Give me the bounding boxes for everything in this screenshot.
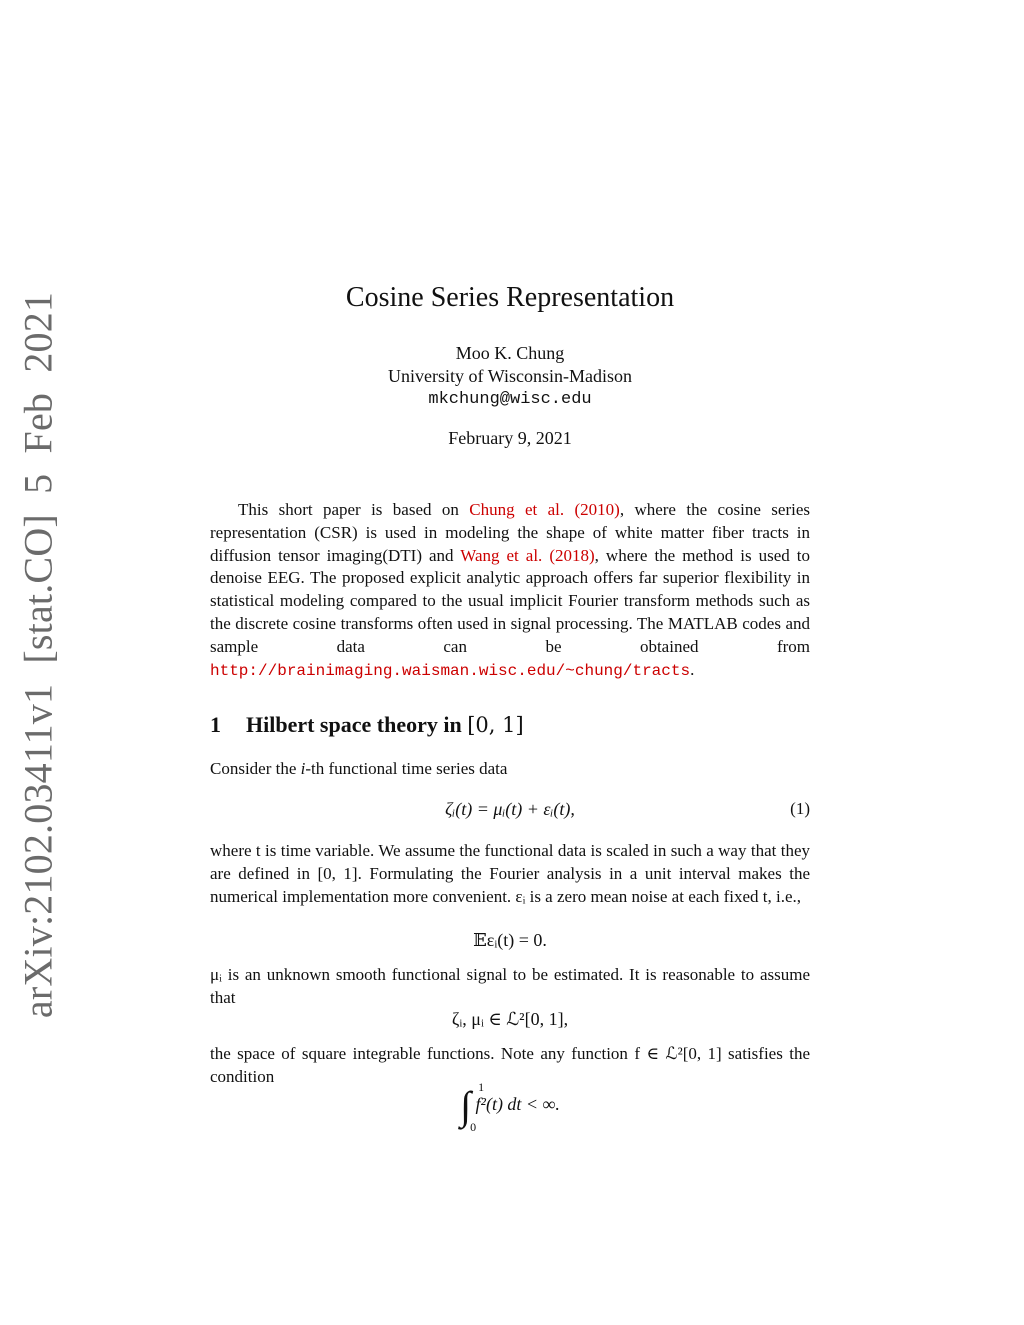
- paragraph-time-variable: where t is time variable. We assume the functional data is scaled in such a way that they are defined in [0, 1]. Formulating the Fourier analysis in a unit interval makes the numerical implementation more convenient. εᵢ is a zero mean noise at each fixed t, i.e.,: [210, 841, 810, 906]
- citation-chung-2010[interactable]: Chung et al. (2010): [469, 500, 620, 519]
- equation-integral: [210, 1080, 810, 1134]
- paper-title: Cosine Series Representation: [345, 282, 675, 313]
- author-block: [210, 342, 810, 411]
- integral-sign: ∫ 1 0: [460, 1080, 485, 1134]
- equation-1: [210, 799, 810, 820]
- author-name: Moo K. Chung: [455, 343, 565, 363]
- abstract-text-3: , where the method is used to denoise EEG. The proposed explicit analytic approach offers far superior flexibility in statistical modeling compared to the usual implicit Fourier transform methods such as the discrete cosine transforms often used in signal processing. The MATLAB codes and sample data can be obtained from: [210, 545, 810, 656]
- equation-expectation: 𝔼εᵢ(t) = 0.: [473, 930, 547, 950]
- abstract: This short paper is based on Chung et al. (2010), where the cosine series representation (CSR) is used in modeling the shape of white matter fiber tracts in diffusion tensor imaging(DTI) and Wang et al. (2018), where the method is used to denoise EEG. The proposed explicit analytic approach offers far superior flexibility in statistical modeling compared to the usual implicit Fourier transform methods such as the discrete cosine transforms often used in signal processing. The MATLAB codes and sample data can be obtained from http://brainimaging.waisman.wisc.edu/~chung/tracts.: [210, 500, 810, 680]
- equation-1-number: (1): [790, 799, 810, 818]
- matlab-code-url[interactable]: http://brainimaging.waisman.wisc.edu/~chung/tracts: [210, 661, 691, 680]
- integral-body: f²(t) dt < ∞.: [475, 1094, 560, 1115]
- section-interval: [0, 1]: [467, 713, 524, 737]
- author-affiliation: University of Wisconsin-Madison: [388, 366, 632, 386]
- paper-date: February 9, 2021: [448, 428, 572, 448]
- arxiv-identifier-stamp: arXiv:2102.03411v1 [stat.CO] 5 Feb 2021: [15, 291, 61, 1019]
- author-email[interactable]: mkchung@wisc.edu: [428, 390, 592, 409]
- citation-wang-2018[interactable]: Wang et al. (2018): [460, 545, 595, 565]
- equation-membership: ζᵢ, μᵢ ∈ ℒ²[0, 1],: [451, 1009, 569, 1029]
- section-title: Hilbert space theory in: [246, 712, 462, 737]
- equation-1-expression: ζᵢ(t) = μᵢ(t) + εᵢ(t),: [445, 799, 575, 819]
- section-number: 1: [210, 712, 221, 737]
- paragraph-signal: μᵢ is an unknown smooth functional signal to be estimated. It is reasonable to assume that: [210, 965, 810, 1007]
- abstract-text-1: This short paper is based on: [238, 500, 459, 519]
- intro-sentence: Consider the i-th functional time series data: [210, 759, 508, 778]
- abstract-text-2: , where the cosine series representation (CSR) is used in modeling the shape of white matter fiber tracts in diffusion tensor imaging(DTI) and: [210, 500, 810, 565]
- paragraph-square-integrable: the space of square integrable functions. Note any function f ∈ ℒ²[0, 1] satisfies the condition: [210, 1044, 810, 1086]
- section-1-heading: [210, 712, 524, 738]
